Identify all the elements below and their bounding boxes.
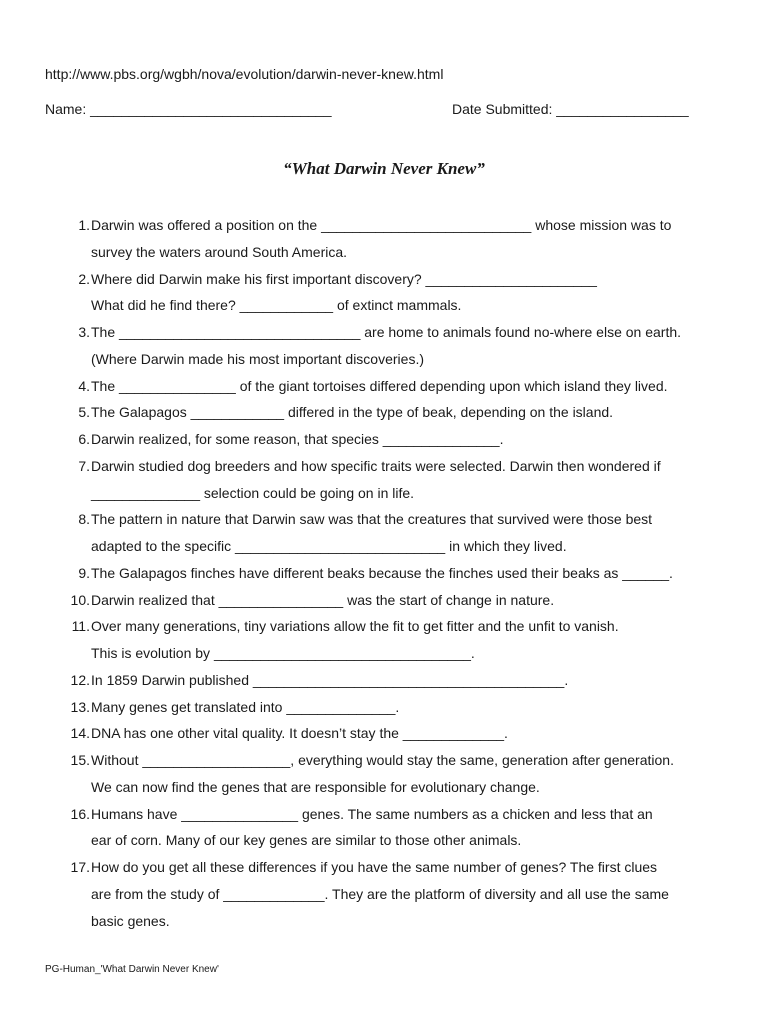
question-text-line: basic genes.: [91, 912, 170, 929]
question-text-line: Humans have _______________ genes. The same numbers as a chicken and less that an: [91, 805, 653, 822]
question-text-line: The _______________________________ are home to animals found no-where else on earth.: [91, 324, 682, 340]
question-text-line: What did he find there? ____________ of extinct mammals.: [91, 297, 462, 314]
question-text-line: In 1859 Darwin published ________________________________________.: [91, 671, 569, 688]
question-text-line: (Where Darwin made his most important discoveries.): [91, 350, 424, 367]
question-text-line: Over many generations, tiny variations allow the fit to get fitter and the unfit to vanish.: [91, 618, 619, 635]
question-number: 7.: [78, 457, 90, 474]
question-text-line: The Galapagos ____________ differed in the type of beak, depending on the island.: [91, 404, 614, 421]
footer-label: PG-Human_'What Darwin Never Knew': [45, 964, 219, 975]
question-number: 13.: [70, 698, 90, 715]
question-number: 15.: [70, 752, 90, 768]
question-text-line: How do you get all these differences if you have the same number of genes? The first clues: [91, 859, 658, 875]
question-number: 12.: [70, 671, 90, 688]
name-field: Name: _______________________________: [45, 101, 332, 117]
source-url: http://www.pbs.org/wgbh/nova/evolution/darwin-never-knew.html: [45, 66, 444, 82]
question-text-line: survey the waters around South America.: [91, 243, 348, 260]
question-text-line: Darwin was offered a position on the ___________________________ whose mission was to: [91, 217, 672, 233]
question-text-line: ear of corn. Many of our key genes are similar to those other animals.: [91, 832, 522, 849]
question-number: 17.: [70, 859, 90, 875]
question-text-line: The pattern in nature that Darwin saw was that the creatures that survived were those best: [91, 511, 653, 528]
question-text-line: are from the study of _____________. They are the platform of diversity and all use the same: [91, 885, 669, 902]
question-text-line: We can now find the genes that are responsible for evolutionary change.: [91, 778, 540, 795]
question-number: 11.: [71, 618, 90, 635]
question-number: 4.: [78, 377, 90, 394]
question-text-line: Without ___________________, everything would stay the same, generation after generation.: [91, 752, 674, 768]
question-text-line: This is evolution by _________________________________.: [91, 645, 475, 661]
question-text-line: Darwin studied dog breeders and how specific traits were selected. Darwin then wondered if: [91, 457, 661, 474]
question-text-line: The Galapagos finches have different beaks because the finches used their beaks as ______.: [91, 564, 673, 581]
question-number: 8.: [78, 511, 90, 528]
worksheet-title: “What Darwin Never Knew”: [283, 159, 485, 178]
question-text-line: ______________ selection could be going on in life.: [91, 484, 415, 501]
question-number: 14.: [70, 725, 90, 742]
question-number: 2.: [78, 270, 90, 287]
question-text-line: Darwin realized, for some reason, that species _______________.: [91, 431, 504, 447]
question-text-line: adapted to the specific ___________________________ in which they lived.: [91, 538, 567, 554]
question-text-line: DNA has one other vital quality. It doesn’t stay the _____________.: [91, 725, 508, 742]
question-text-line: Many genes get translated into ______________.: [91, 698, 400, 715]
question-text-line: Where did Darwin make his first important discovery? ______________________: [91, 270, 597, 287]
question-number: 6.: [78, 431, 90, 447]
question-number: 3.: [78, 324, 90, 340]
question-number: 1.: [78, 217, 90, 233]
question-text-line: The _______________ of the giant tortoises differed depending upon which island they lived.: [91, 377, 668, 394]
question-text-line: Darwin realized that ________________ was the start of change in nature.: [91, 591, 555, 608]
question-number: 16.: [70, 805, 90, 822]
question-number: 9.: [78, 564, 90, 581]
question-number: 5.: [78, 404, 90, 421]
date-submitted-field: Date Submitted: _________________: [452, 101, 689, 117]
question-number: 10.: [70, 591, 90, 608]
